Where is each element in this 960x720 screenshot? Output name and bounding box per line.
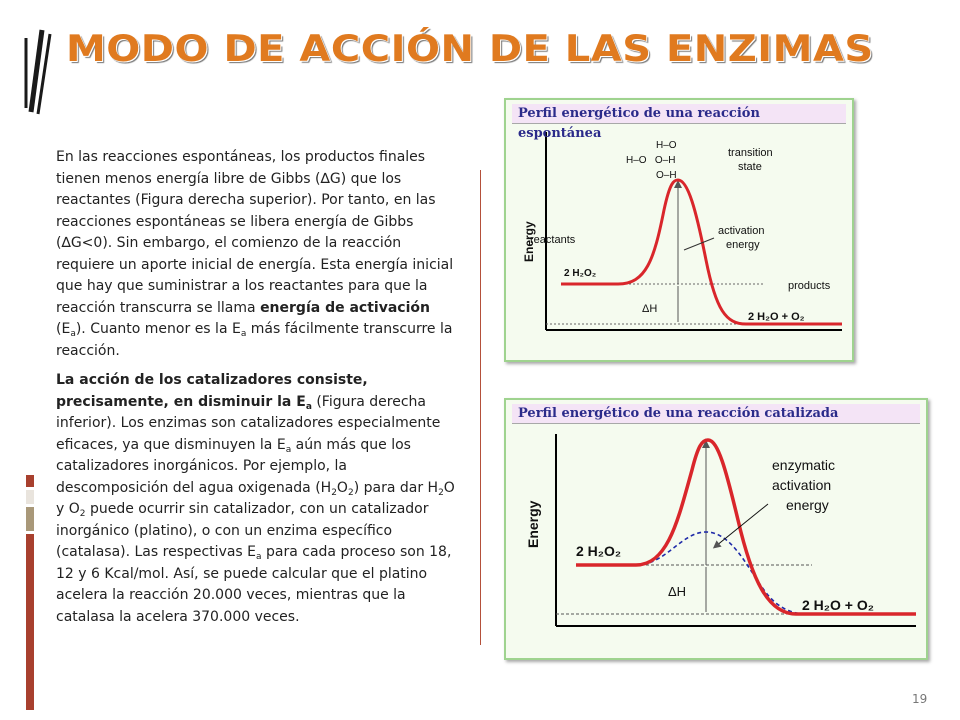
label-enzymatic: enzymatic: [772, 457, 836, 473]
y-axis-label: Energy: [525, 500, 541, 548]
label-activation-energy: energy: [726, 239, 760, 251]
paragraph-catalysts: La acción de los catalizadores consiste, precisamente, en disminuir la $E_a$ (Figura derecha inferior). Los enzimas son catalizadores especialmente eficaces, ya que disminuyen la $E_a$ aún más que los catalizadores inorgánicos. Por ejemplo, la descomposición del agua oxigenada $(H_2O_2)$ para dar $H_2O$ y $O_2$ puede ocurrir sin catalizador, con un catalizador inorgánico (platino), o con un enzima específico (catalasa). Las respectivas $E_a$ para cada proceso son 18, 12 y 6 Kcal/mol. Así, se puede calcular que el platino acelera la reacción 20.000 veces, mientras que la catalasa la acelera 370.000 veces.: [56, 372, 455, 625]
decorative-slashes: [0, 0, 60, 120]
label-product-formula: 2 H₂O + O₂: [802, 597, 874, 613]
page-number: 19: [912, 692, 928, 706]
label-activation: activation: [718, 225, 765, 237]
body-text: [56, 147, 456, 636]
label-product-formula: 2 H₂O + O₂: [748, 311, 805, 323]
vertical-divider: [480, 170, 481, 645]
label-activation: activation: [772, 477, 832, 493]
svg-text:O–H: O–H: [656, 170, 677, 181]
label-reactants: reactants: [530, 234, 576, 246]
figure-header-spontaneous: Perfil energético de una reacción espontánea: [512, 104, 846, 124]
label-delta-h: ΔH: [668, 584, 687, 599]
reaction-curve: [576, 440, 916, 614]
activation-energy-term: energía de activación: [260, 299, 430, 316]
svg-text:H–O: H–O: [656, 140, 677, 151]
figure-header-catalyzed: Perfil energético de una reacción catalizada: [512, 404, 920, 424]
label-state: state: [738, 161, 762, 173]
y-axis-label: Energy: [522, 221, 536, 262]
reaction-curve: [561, 180, 842, 324]
svg-text:H–O O–H: H–O O–H: [626, 155, 676, 166]
figure-spontaneous-reaction: [504, 98, 854, 362]
paragraph-spontaneous: En las reacciones espontáneas, los productos finales tienen menos energía libre de Gibbs (∆G) que los reactantes (Figura derecha superior). Por tanto, en las reacciones espontáneas se libera energía de Gibbs (∆G<0). Sin embargo, el comienzo de la reacción requiere un aporte inicial de energía. Esta energía inicial que hay que suministrar a los reactantes para que la reacción transcurra se llama energía de activación $(E_a)$. Cuanto menor es la $E_a$ más fácilmente transcurre la reacción.: [56, 149, 454, 359]
activation-pointer: [684, 238, 714, 250]
label-reactant-formula: 2 H₂O₂: [564, 268, 597, 279]
label-delta-h: ΔH: [642, 303, 658, 315]
label-activation-energy: energy: [786, 497, 829, 513]
figure-catalyzed-reaction: [504, 398, 928, 660]
left-accent-bar: [26, 475, 34, 713]
label-products: products: [788, 280, 831, 292]
catalyzed-curve: [636, 532, 806, 614]
energy-profile-catalyzed: [506, 400, 926, 658]
transition-molecule: [626, 140, 677, 181]
label-transition: transition: [728, 147, 773, 159]
label-reactant-formula: 2 H₂O₂: [576, 543, 622, 559]
slide-title: MODO DE ACCIÓN DE LAS ENZIMAS: [66, 28, 874, 71]
